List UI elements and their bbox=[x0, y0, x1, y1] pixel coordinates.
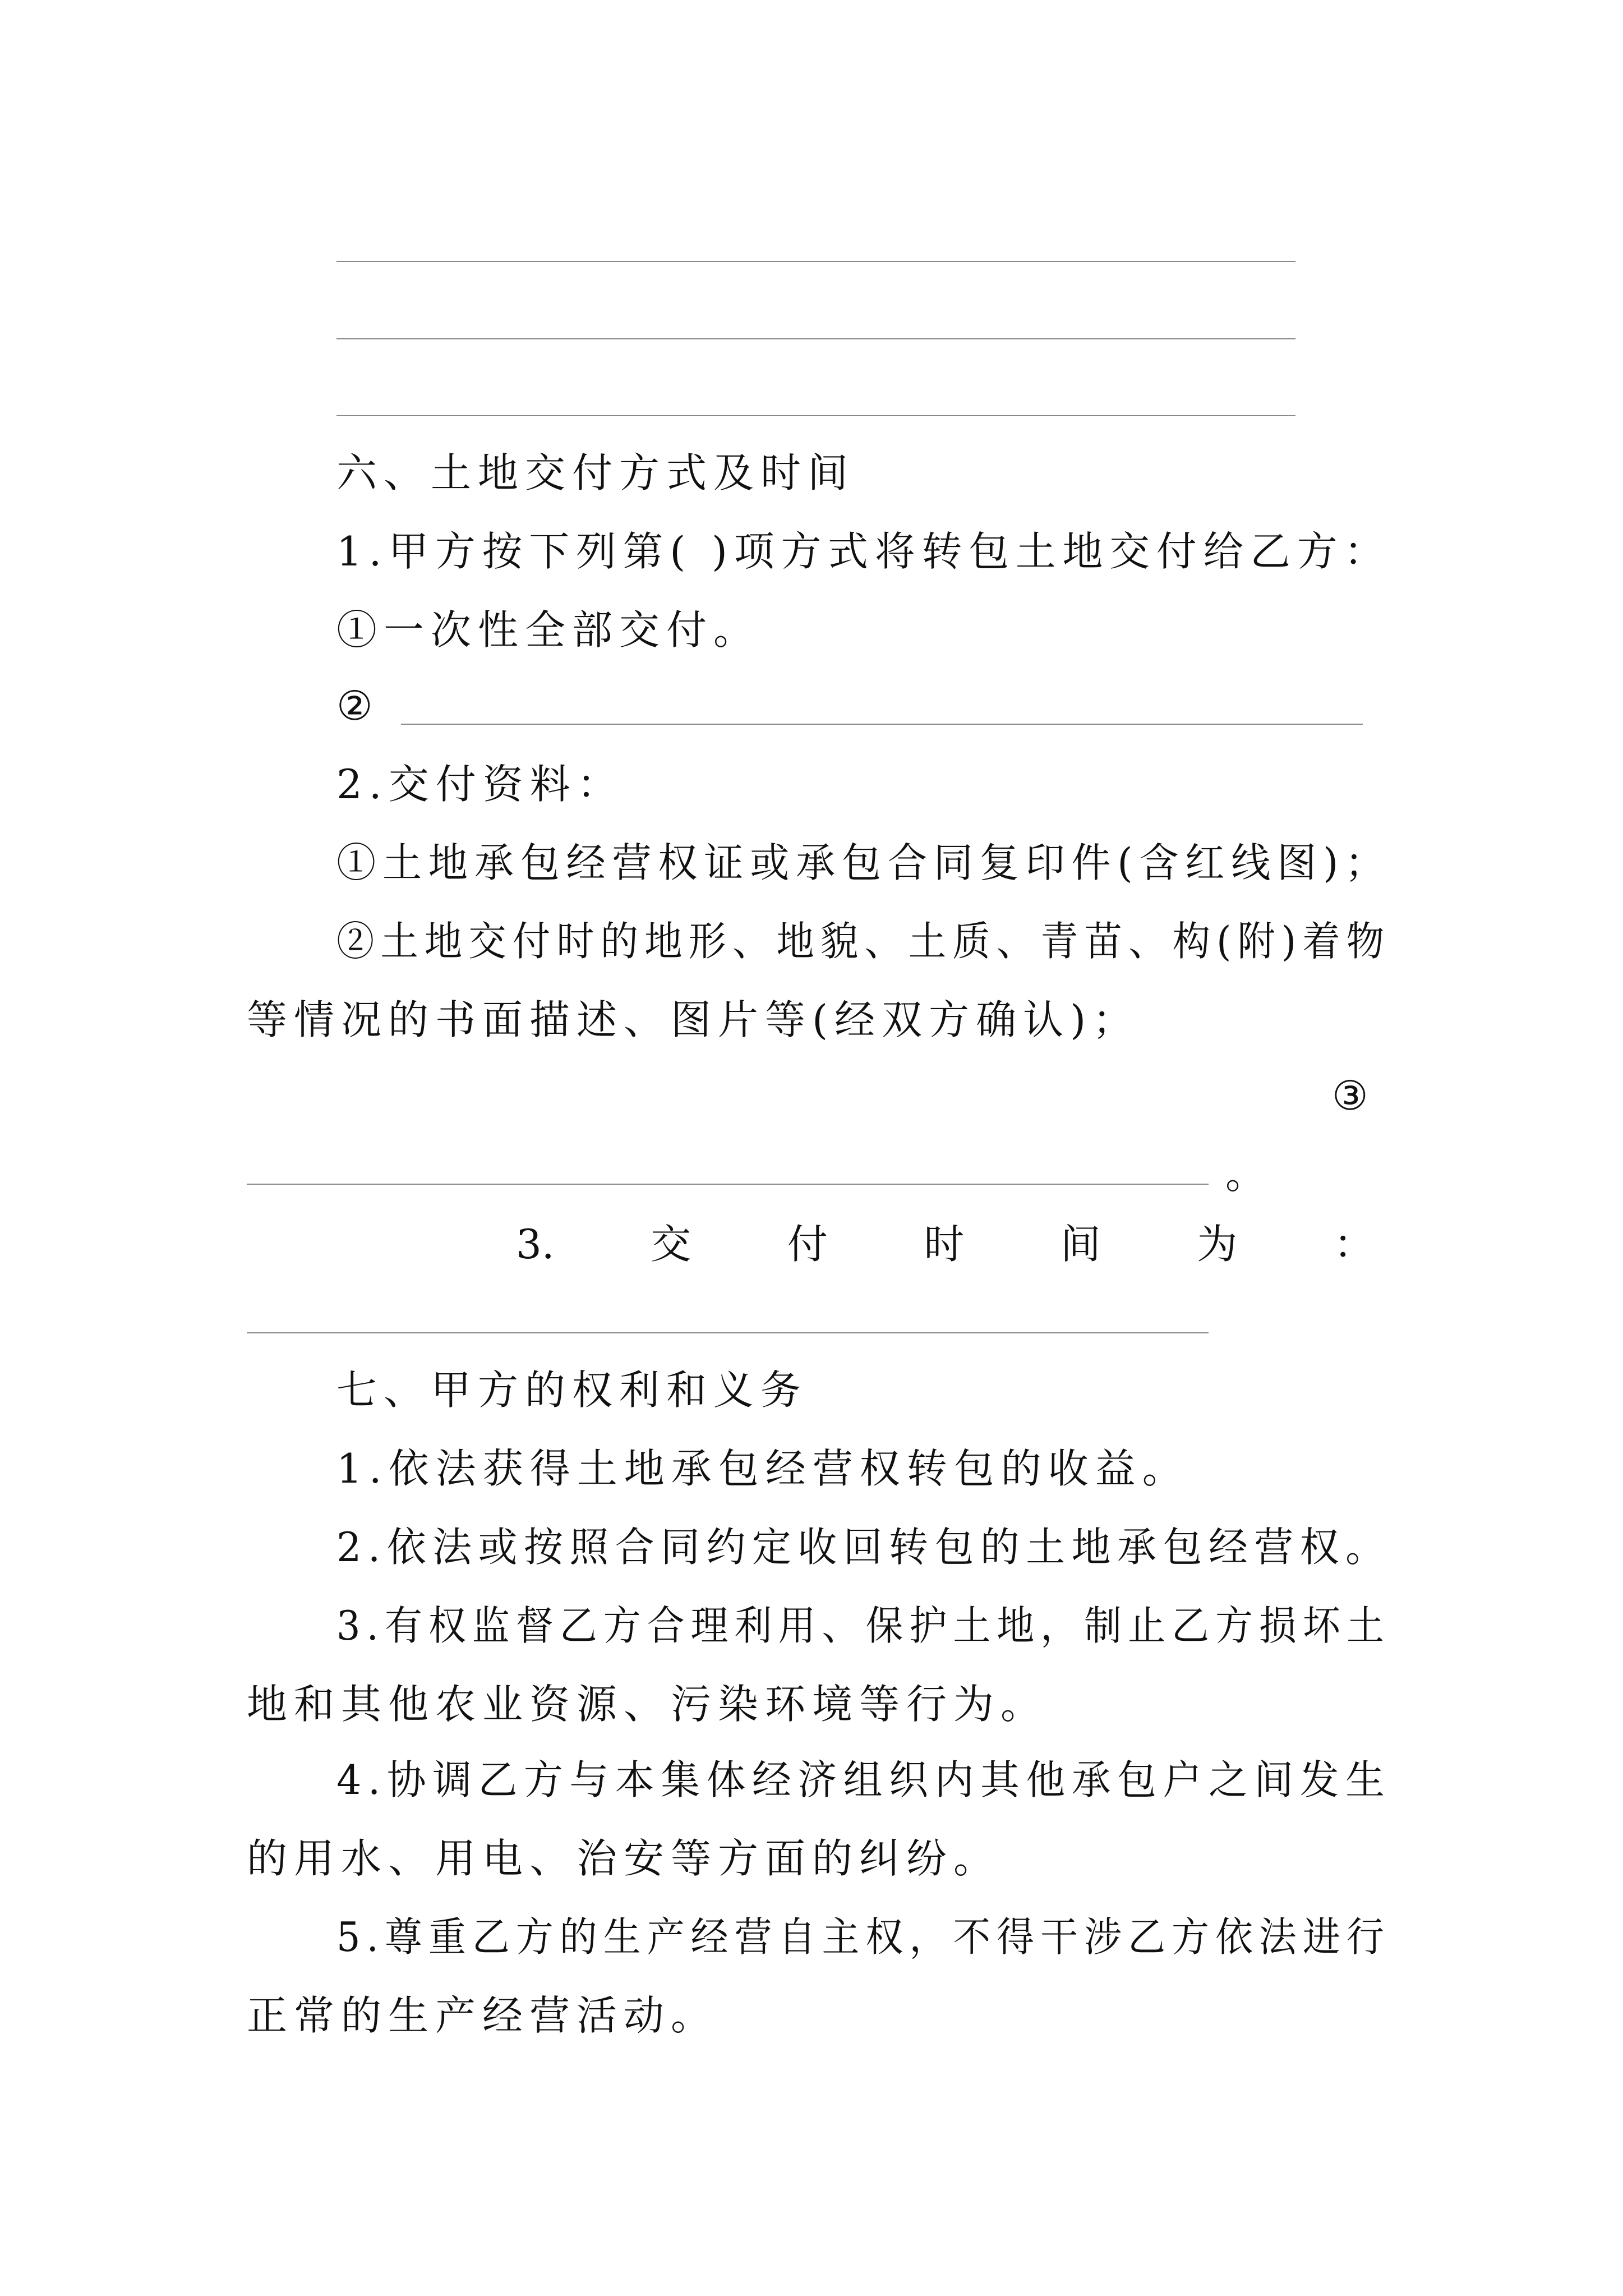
section7-p3-line1: 3.有权监督乙方合理利用、保护土地，制止乙方损坏土 bbox=[336, 1602, 1390, 1649]
section7-p4-line2: 的用水、用电、治安等方面的纠纷。 bbox=[247, 1835, 1001, 1882]
item3-char: 3. bbox=[516, 1221, 555, 1268]
section7-p3-line2: 地和其他农业资源、污染环境等行为。 bbox=[247, 1681, 1048, 1728]
blank-line-1 bbox=[336, 261, 1295, 262]
item3-char: 间 bbox=[1060, 1221, 1101, 1268]
section6-doc2-line2: 等情况的书面描述、图片等(经双方确认)； bbox=[247, 996, 1140, 1043]
item3-char: 付 bbox=[787, 1221, 828, 1268]
section6-heading: 六、土地交付方式及时间 bbox=[336, 449, 855, 496]
section7-p1: 1.依法获得土地承包经营权转包的收益。 bbox=[336, 1445, 1189, 1492]
section7-p4-line1: 4.协调乙方与本集体经济组织内其他承包户之间发生 bbox=[336, 1756, 1391, 1803]
section6-item1: 1.甲方按下列第( )项方式将转包土地交付给乙方： bbox=[336, 528, 1391, 575]
section7-p5-line1: 5.尊重乙方的生产经营自主权，不得干涉乙方依法进行 bbox=[336, 1913, 1390, 1961]
doc3-blank-line bbox=[247, 1184, 1209, 1185]
section6-option1: ①一次性全部交付。 bbox=[336, 606, 761, 654]
section7-heading: 七、甲方的权利和义务 bbox=[336, 1366, 808, 1414]
item3-char: 时 bbox=[924, 1221, 965, 1268]
section7-p2: 2.依法或按照合同约定收回转包的土地承包经营权。 bbox=[336, 1524, 1391, 1571]
item3-blank-line bbox=[247, 1332, 1209, 1333]
item3-char: 为 bbox=[1197, 1221, 1238, 1268]
blank-line-2 bbox=[336, 338, 1295, 339]
section6-doc2-line1: ②土地交付时的地形、地貌、土质、青苗、构(附)着物 bbox=[336, 918, 1391, 965]
section6-doc3-mark: ③ bbox=[1332, 1072, 1375, 1119]
section6-item2: 2.交付资料： bbox=[336, 761, 624, 808]
section6-doc3-end: 。 bbox=[1225, 1151, 1273, 1198]
section6-item3 bbox=[516, 1217, 1374, 1271]
section6-doc1: ①土地承包经营权证或承包合同复印件(含红线图)； bbox=[336, 839, 1391, 886]
section6-option2-mark: ② bbox=[336, 682, 380, 729]
section7-p5-line2: 正常的生产经营活动。 bbox=[247, 1992, 718, 2039]
blank-line-3 bbox=[336, 415, 1295, 416]
item3-char: 交 bbox=[651, 1221, 691, 1268]
option2-blank-line bbox=[401, 724, 1363, 725]
item3-char: ： bbox=[1333, 1221, 1374, 1268]
